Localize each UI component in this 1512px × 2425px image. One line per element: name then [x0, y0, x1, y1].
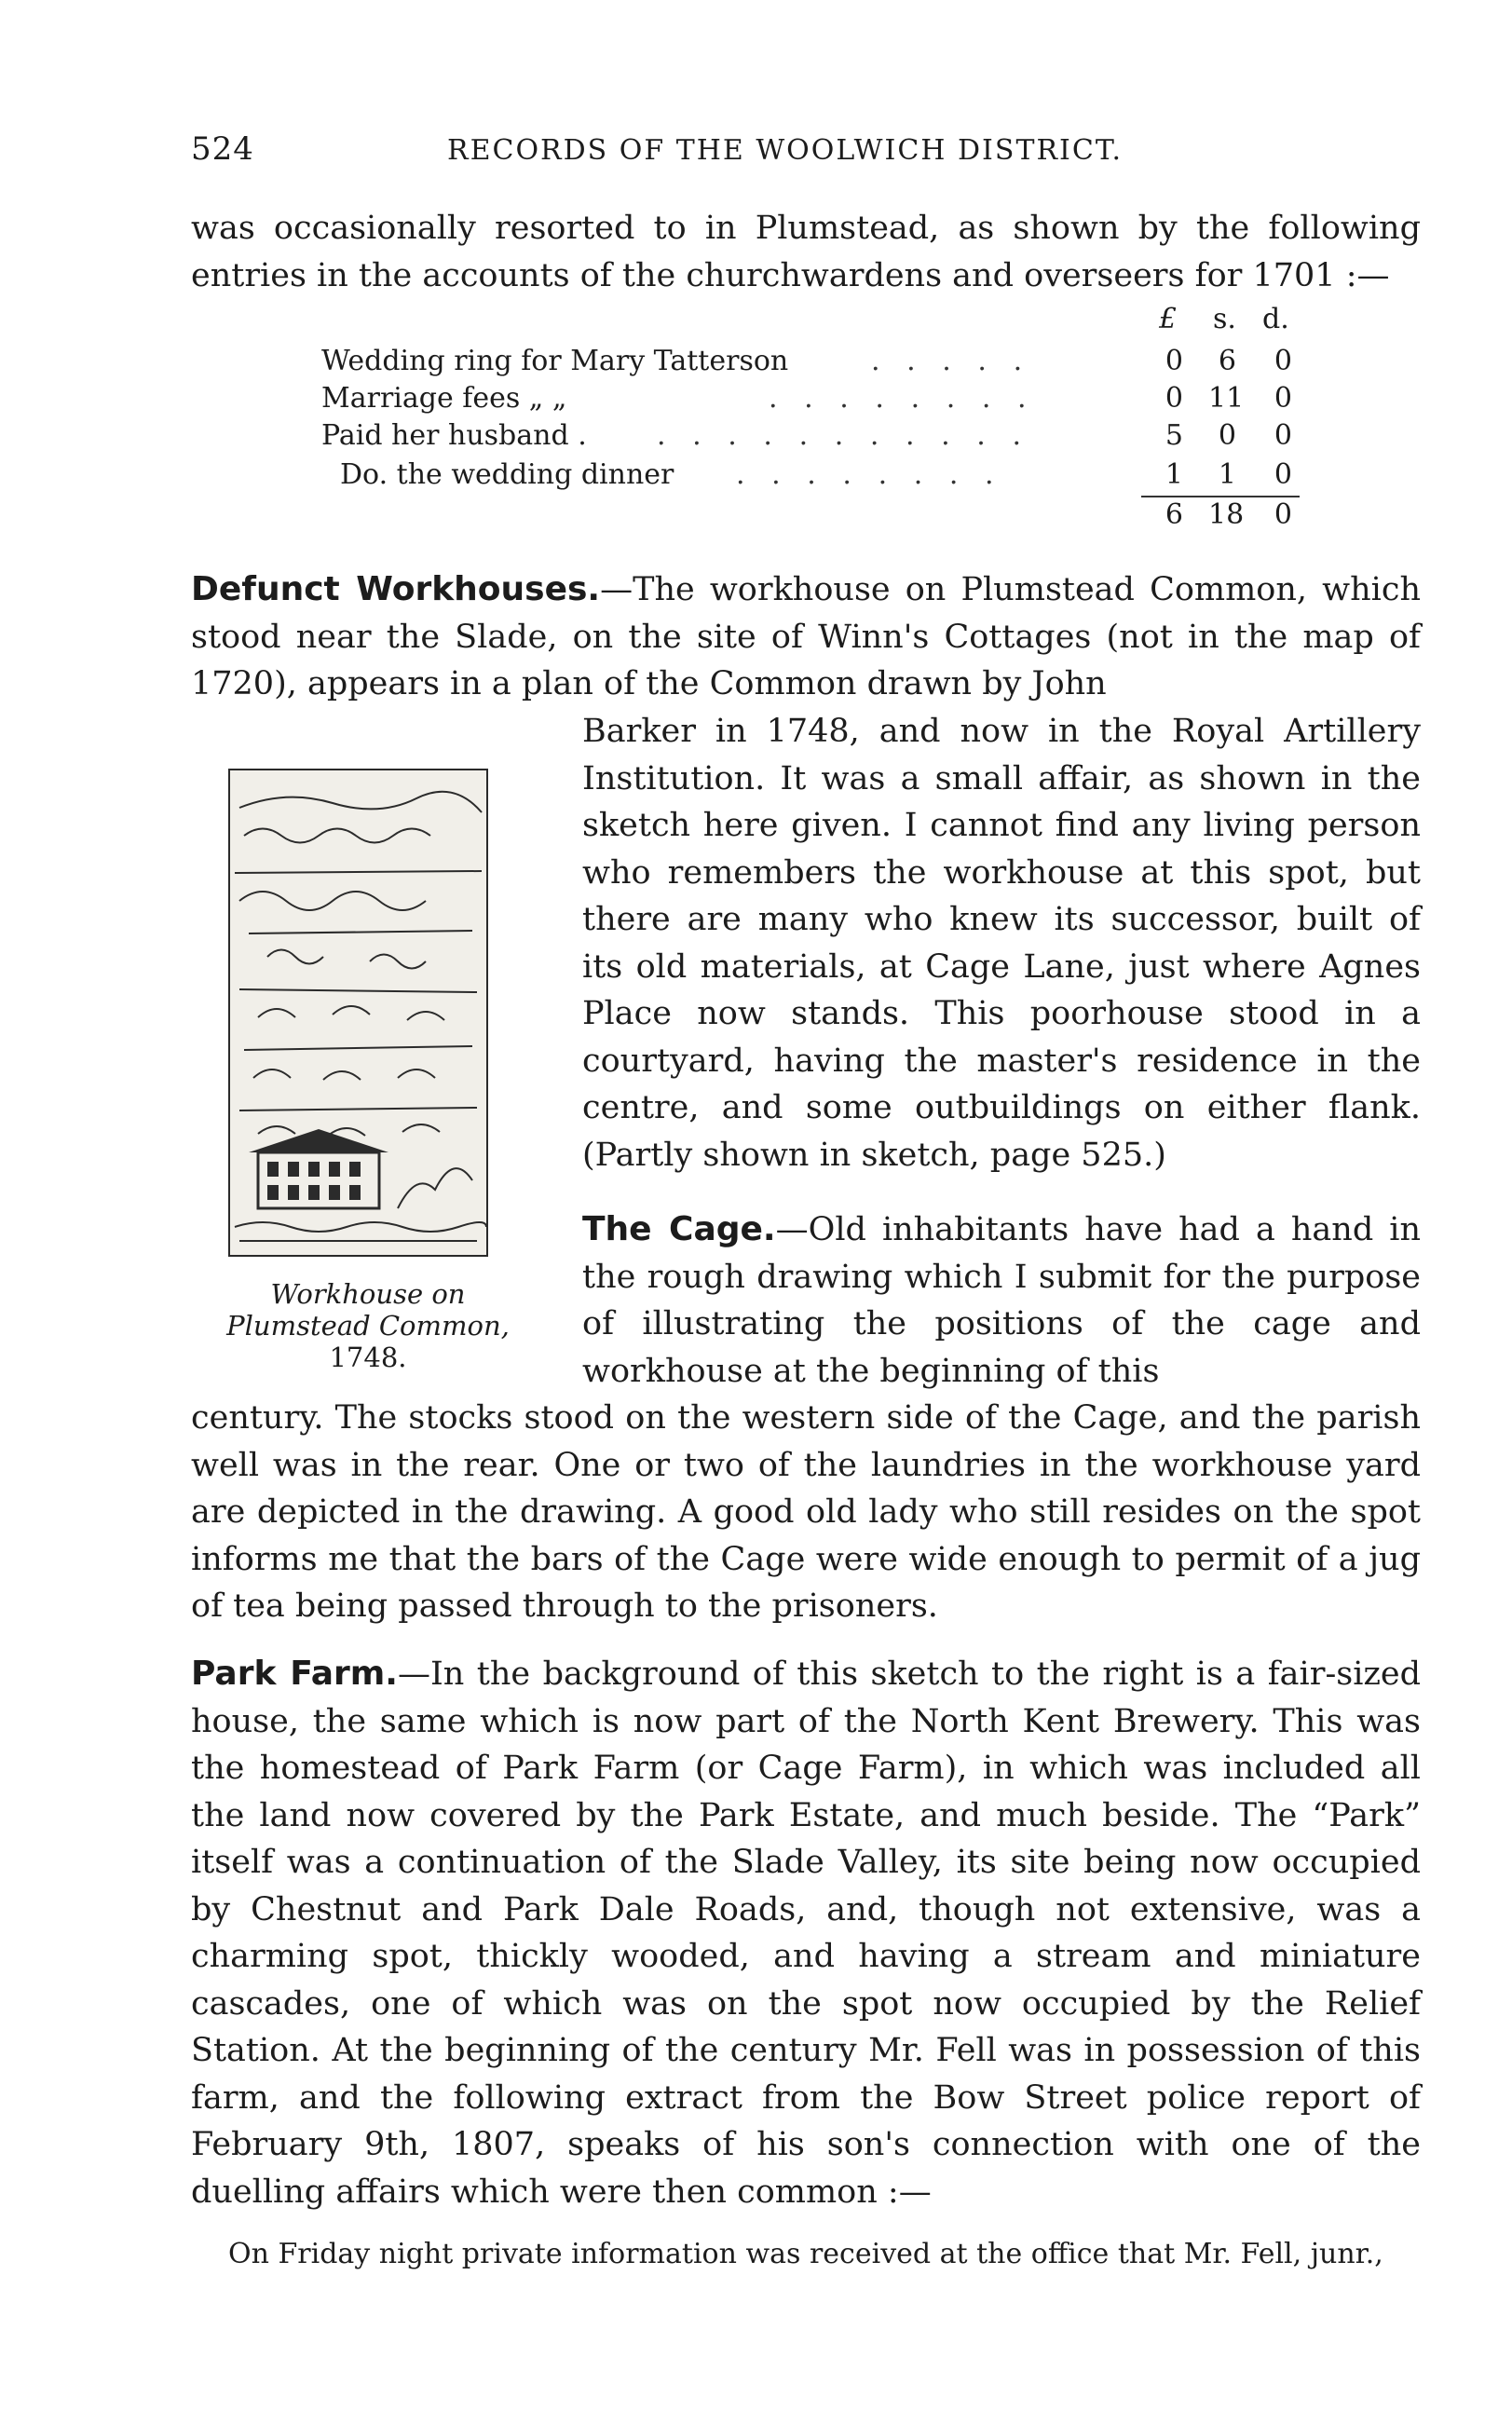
accounts-row — [321, 458, 1300, 496]
accounts-row — [321, 382, 1300, 419]
amount-pence: 0 — [1274, 345, 1292, 377]
caption-text: Workhouse on Plumstead Common, — [226, 1278, 510, 1342]
paragraph-text: —Old inhabitants have had a hand in the rough drawing which I submit for the purpose of illustrating the positions of the cage and workhouse at the beginning of this — [582, 1211, 1421, 1390]
leader-dots: . . . . . . . . — [769, 382, 1027, 415]
amount-shillings: 11 — [1208, 382, 1245, 415]
running-head — [191, 130, 1421, 171]
accounts-total-row — [321, 498, 1300, 536]
shillings-header: s. — [1213, 303, 1236, 335]
amount-pounds: 1 — [1165, 458, 1183, 491]
sketch-drawing — [230, 770, 486, 1255]
intro-paragraph: was occasionally resorted to in Plumstead, as shown by the following entries in the accounts of the churchwardens and overseers for 1701 :— — [191, 210, 1421, 294]
amount-pounds: 0 — [1165, 382, 1183, 415]
leader-dots: . . . . . — [871, 345, 1023, 377]
account-item: Do. the wedding dinner — [340, 458, 674, 491]
leader-dots: . . . . . . . . — [736, 458, 994, 491]
amount-shillings: 1 — [1218, 458, 1236, 491]
accounts-header — [1155, 303, 1300, 340]
total-rule — [1141, 496, 1300, 497]
account-item: Wedding ring for Mary Tatterson — [321, 345, 789, 377]
amount-pounds: 5 — [1165, 419, 1183, 452]
section-heading: The Cage. — [582, 1210, 776, 1248]
leader-dots: . . . . . . . . . . . — [657, 419, 1021, 452]
caption-year: 1748. — [329, 1342, 407, 1373]
cage-paragraph — [582, 1206, 1421, 1395]
running-title: RECORDS OF THE WOOLWICH DISTRICT. — [447, 134, 1123, 167]
total-shillings: 18 — [1208, 498, 1245, 531]
total-pounds: 6 — [1165, 498, 1183, 531]
account-item: Paid her husband . — [321, 419, 587, 452]
police-report-quote: On Friday night private information was received at the office that Mr. Fell, junr., — [228, 2238, 1383, 2270]
cage-paragraph-continued: century. The stocks stood on the western side of the Cage, and the parish well was in the rear. One or two of the laundries in the workhouse yard are depicted in the drawing. A good old lady who still resides on the spot informs me that the bars of the Cage were wide enough to permit of a jug of tea being passed through to the prisoners. — [191, 1399, 1421, 1625]
section-heading: Defunct Workhouses. — [191, 570, 601, 608]
total-pence: 0 — [1274, 498, 1292, 531]
defunct-workhouses-paragraph — [191, 566, 1421, 708]
section-heading: Park Farm. — [191, 1655, 398, 1693]
paragraph-text: —In the background of this sketch to the right is a fair-sized house, the same which is now part of the North Kent Brewery. This was the homestead of Park Farm (or Cage Farm), in which was included all the land now covered by the Park Estate, and much beside. The “Park” itself was a continuation of the Slade Valley, its site being now occupied by Chestnut and Park Dale Roads, and, though not extensive, was a charming spot, thickly wooded, and having a stream and miniature cascades, one of which was on the spot now occupied by the Relief Station. At the beginning of the century Mr. Fell was in possession of this farm, and the following extract from the Bow Street police report of February 9th, 1807, speaks of his son's connection with one of the duelling affairs which were then common :— — [191, 1655, 1422, 2211]
amount-shillings: 0 — [1218, 419, 1236, 452]
amount-pounds: 0 — [1165, 345, 1183, 377]
sketch-caption — [196, 1278, 540, 1373]
pence-header: d. — [1262, 303, 1289, 335]
park-farm-paragraph — [191, 1651, 1421, 2215]
workhouse-sketch-illustration — [228, 769, 488, 1257]
paragraph-text: —The workhouse on Plumstead Common, which stood near the Slade, on the site of Winn's Cottages (not in the map of 1720), appears in a plan of the Common drawn by John — [191, 571, 1421, 702]
pounds-header: £ — [1159, 303, 1178, 335]
amount-shillings: 6 — [1218, 345, 1236, 377]
accounts-row — [321, 345, 1300, 382]
defunct-workhouses-continued: Barker in 1748, and now in the Royal Artillery Institution. It was a small affair, as shown in the sketch here given. I cannot find any living person who remembers the workhouse at this spot, but there are many who knew its successor, built of its old materials, at Cage Lane, just where Agnes Place now stands. This poorhouse stood in a courtyard, having the master's residence in the centre, and some outbuildings on either flank. (Partly shown in sketch, page 525.) — [582, 713, 1421, 1174]
amount-pence: 0 — [1274, 458, 1292, 491]
amount-pence: 0 — [1274, 382, 1292, 415]
accounts-row — [321, 419, 1300, 456]
amount-pence: 0 — [1274, 419, 1292, 452]
page-number: 524 — [191, 130, 254, 168]
account-item: Marriage fees „ „ — [321, 382, 567, 415]
